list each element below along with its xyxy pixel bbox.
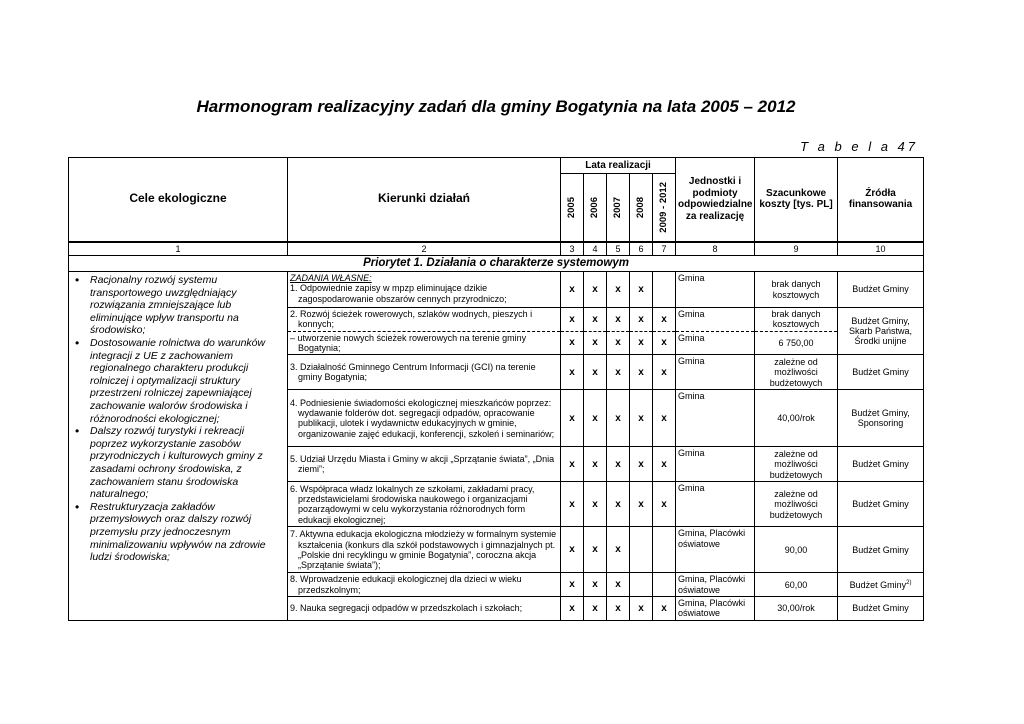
cost-cell: 30,00/rok <box>755 597 838 621</box>
funding-text: Budżet Gminy <box>849 579 907 590</box>
action-cell: – utworzenie nowych ścieżek rowerowych na terenie gminy Bogatynia; <box>288 331 561 355</box>
year-mark: x <box>561 355 584 390</box>
cost-cell: zależne od możliwości budżetowych <box>755 355 838 390</box>
cost-cell: 90,00 <box>755 527 838 573</box>
year-mark: x <box>630 355 653 390</box>
year-mark: x <box>561 390 584 447</box>
year-mark: x <box>561 331 584 355</box>
action-cell: 7. Aktywna edukacja ekologiczna młodzieży w formalnym systemie kształcenia (konkurs dla szkół podstawowych i gimnazjalnych pt. „Polskie dni recyklingu w gminie Bogatynia”, coroczna akcja „Sprzątanie świata”); <box>288 527 561 573</box>
cost-cell: brak danych kosztowych <box>755 272 838 308</box>
year-mark: x <box>584 308 607 332</box>
responsible-cell: Gmina, Placówki oświatowe <box>676 527 755 573</box>
year-mark: x <box>630 331 653 355</box>
action-cell: 5. Udział Urzędu Miasta i Gminy w akcji „Sprzątanie świata”, „Dnia ziemi”; <box>288 447 561 482</box>
column-number: 6 <box>630 242 653 256</box>
year-mark <box>630 527 653 573</box>
year-mark: x <box>653 355 676 390</box>
year-mark <box>653 573 676 597</box>
year-mark: x <box>653 447 676 482</box>
column-number: 4 <box>584 242 607 256</box>
cost-cell: 40,00/rok <box>755 390 838 447</box>
funding-cell <box>838 573 924 597</box>
page-title: Harmonogram realizacyjny zadań dla gminy Bogatynia na lata 2005 – 2012 <box>196 97 796 116</box>
year-mark: x <box>584 573 607 597</box>
year-mark: x <box>561 573 584 597</box>
year-mark: x <box>653 597 676 621</box>
cost-cell: zależne od możliwości budżetowych <box>755 447 838 482</box>
year-mark: x <box>630 447 653 482</box>
goal-item: • Dalszy rozwój turystyki i rekreacji poprzez wykorzystanie zasobów przyrodniczych i kulturowych gminy z zasadami ochrony środowiska, z zachowaniem stanu środowiska naturalnego; <box>72 425 284 501</box>
year-mark: x <box>607 447 630 482</box>
zadania-label: ZADANIA WŁASNE: <box>290 273 372 284</box>
year-mark: x <box>561 447 584 482</box>
action-cell <box>288 272 561 308</box>
year-mark: x <box>630 272 653 308</box>
year-mark: x <box>584 390 607 447</box>
year-mark: x <box>653 331 676 355</box>
goal-item: • Racjonalny rozwój systemu transportowego uwzględniający rozwiązania zmniejszające lub eliminujące wpływ transportu na środowisko; <box>72 274 284 337</box>
cost-cell: zależne od możliwości budżetowych <box>755 482 838 527</box>
year-mark: x <box>630 390 653 447</box>
responsible-cell: Gmina <box>676 308 755 332</box>
cost-cell: 6 750,00 <box>755 331 838 355</box>
year-mark: x <box>584 272 607 308</box>
cost-cell: 60,00 <box>755 573 838 597</box>
header-year: 2009 - 2012 <box>657 181 669 233</box>
header-year: 2005 <box>565 196 577 218</box>
responsible-cell: Gmina, Placówki oświatowe <box>676 573 755 597</box>
year-mark: x <box>561 308 584 332</box>
column-number: 1 <box>69 242 288 256</box>
cost-cell: brak danych kosztowych <box>755 308 838 332</box>
funding-cell: Budżet Gminy <box>838 272 924 308</box>
year-mark: x <box>630 597 653 621</box>
year-mark: x <box>607 355 630 390</box>
header-jednostki: Jednostki i podmioty odpowiedzialne za realizację <box>676 158 755 242</box>
header-cele: Cele ekologiczne <box>69 158 288 242</box>
column-number: 3 <box>561 242 584 256</box>
responsible-cell: Gmina <box>676 331 755 355</box>
responsible-cell: Gmina <box>676 390 755 447</box>
responsible-cell: Gmina, Placówki oświatowe <box>676 597 755 621</box>
header-koszty: Szacunkowe koszty [tys. PL] <box>755 158 838 242</box>
year-mark <box>653 272 676 308</box>
year-mark <box>653 527 676 573</box>
year-mark: x <box>607 272 630 308</box>
action-cell: 6. Współpraca władz lokalnych ze szkołami, zakładami pracy, przedstawicielami środowiska naukowego i organizacjami pozarządowymi w celu wykorzystania różnorodnych form edukacji ekologicznej; <box>288 482 561 527</box>
year-mark: x <box>607 308 630 332</box>
funding-cell: Budżet Gminy <box>838 447 924 482</box>
year-mark: x <box>653 390 676 447</box>
column-number: 10 <box>838 242 924 256</box>
column-number: 2 <box>288 242 561 256</box>
year-mark: x <box>607 331 630 355</box>
responsible-cell: Gmina <box>676 447 755 482</box>
action-cell: 8. Wprowadzenie edukacji ekologicznej dla dzieci w wieku przedszkolnym; <box>288 573 561 597</box>
funding-cell: Budżet Gminy <box>838 597 924 621</box>
responsible-cell: Gmina <box>676 482 755 527</box>
header-zrodla: Źródła finansowania <box>838 158 924 242</box>
schedule-table <box>68 157 924 621</box>
year-mark: x <box>584 597 607 621</box>
column-number: 7 <box>653 242 676 256</box>
footnote-mark: 2) <box>906 579 912 586</box>
funding-cell: Budżet Gminy, Sponsoring <box>838 390 924 447</box>
year-mark <box>630 573 653 597</box>
year-mark: x <box>607 597 630 621</box>
action-cell: 9. Nauka segregacji odpadów w przedszkolach i szkołach; <box>288 597 561 621</box>
action-cell: 4. Podniesienie świadomości ekologicznej mieszkańców poprzez: wydawanie folderów dot. segregacji odpadów, opracowanie publikacji, ulotek i wydawnictw edukacyjnych w gminie, organizowanie zajęć edukacji, konferencji, szkoleń i seminariów; <box>288 390 561 447</box>
header-year: 2007 <box>611 196 623 218</box>
responsible-cell: Gmina <box>676 355 755 390</box>
header-lata: Lata realizacji <box>561 158 676 174</box>
funding-cell: Budżet Gminy <box>838 527 924 573</box>
year-mark: x <box>607 482 630 527</box>
year-mark: x <box>607 527 630 573</box>
responsible-cell: Gmina <box>676 272 755 308</box>
year-mark: x <box>653 308 676 332</box>
year-mark: x <box>630 482 653 527</box>
column-number: 8 <box>676 242 755 256</box>
goals-list <box>72 274 284 564</box>
goal-item: • Restrukturyzacja zakładów przemysłowych oraz dalszy rozwój przemysłu przy jednoczesnym minimalizowaniu wpływów na zdrowie ludzi środowiska; <box>72 501 284 564</box>
year-mark: x <box>584 331 607 355</box>
year-mark: x <box>561 597 584 621</box>
year-mark: x <box>561 527 584 573</box>
funding-cell: Budżet Gminy <box>838 482 924 527</box>
goals-cell <box>69 272 288 621</box>
column-number: 9 <box>755 242 838 256</box>
header-kierunki: Kierunki działań <box>288 158 561 242</box>
table-number: T a b e l a 47 <box>800 139 918 154</box>
year-mark: x <box>584 527 607 573</box>
year-mark: x <box>561 272 584 308</box>
year-mark: x <box>607 390 630 447</box>
year-mark: x <box>630 308 653 332</box>
action-cell: 2. Rozwój ścieżek rowerowych, szlaków wodnych, pieszych i konnych; <box>288 308 561 332</box>
year-mark: x <box>584 447 607 482</box>
year-mark: x <box>607 573 630 597</box>
action-cell: 3. Działalność Gminnego Centrum Informacji (GCI) na terenie gminy Bogatynia; <box>288 355 561 390</box>
funding-cell: Budżet Gminy <box>838 355 924 390</box>
action-text: 1. Odpowiednie zapisy w mpzp eliminujące dzikie zagospodarowanie obszarów cennych przyrodniczo; <box>290 283 507 304</box>
year-mark: x <box>584 482 607 527</box>
year-mark: x <box>584 355 607 390</box>
header-year: 2008 <box>634 196 646 218</box>
header-year: 2006 <box>588 196 600 218</box>
year-mark: x <box>653 482 676 527</box>
funding-cell: Budżet Gminy, Skarb Państwa, Środki unijne <box>838 308 924 355</box>
goal-item: • Dostosowanie rolnictwa do warunków integracji z UE z zachowaniem regionalnego charakteru produkcji rolniczej i optymalizacji struktury przestrzeni rolniczej zapewniającej zachowanie walorów środowiska i różnorodności ekologicznej; <box>72 337 284 425</box>
year-mark: x <box>561 482 584 527</box>
priority-heading: Priorytet 1. Działania o charakterze systemowym <box>69 255 924 271</box>
column-number: 5 <box>607 242 630 256</box>
